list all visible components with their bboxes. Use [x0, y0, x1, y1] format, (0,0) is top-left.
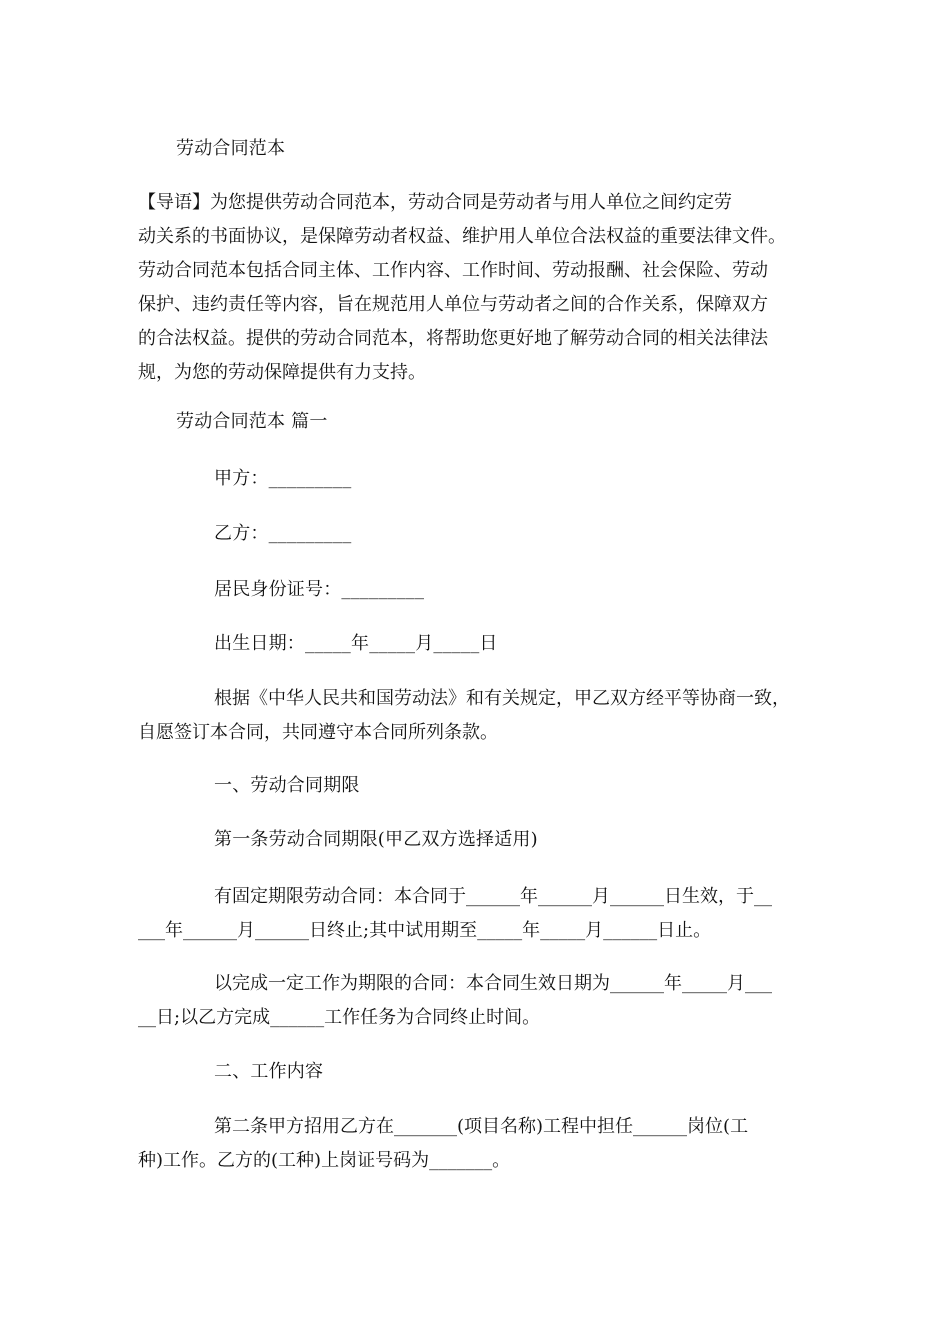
task-term-line: __日;以乙方完成______工作任务为合同终止时间。 — [138, 1007, 541, 1028]
section-title: 劳动合同范本 篇一 — [176, 411, 328, 432]
basis-paragraph — [138, 682, 790, 750]
intro-line: 动关系的书面协议，是保障劳动者权益、维护用人单位合法权益的重要法律文件。 — [138, 226, 786, 247]
heading-job-content: 二、工作内容 — [214, 1061, 324, 1082]
article-1: 第一条劳动合同期限(甲乙双方选择适用) — [214, 829, 538, 850]
fixed-term-line: ___年______月______日终止;其中试用期至_____年_____月______日止。 — [138, 920, 712, 941]
intro-line: 保护、违约责任等内容，旨在规范用人单位与劳动者之间的合作关系，保障双方 — [138, 294, 768, 315]
intro-line: 【导语】为您提供劳动合同范本，劳动合同是劳动者与用人单位之间约定劳 — [138, 192, 732, 213]
heading-contract-term: 一、劳动合同期限 — [214, 775, 360, 796]
basis-line: 根据《中华人民共和国劳动法》和有关规定，甲乙双方经平等协商一致， — [214, 688, 790, 709]
task-term-line: 以完成一定工作为期限的合同：本合同生效日期为______年_____月___ — [214, 973, 772, 994]
article-2-line: 种)工作。乙方的(工种)上岗证号码为_______。 — [138, 1150, 511, 1171]
intro-line: 劳动合同范本包括合同主体、工作内容、工作时间、劳动报酬、社会保险、劳动 — [138, 260, 768, 281]
birth-date-field: 出生日期：_____年_____月_____日 — [214, 633, 498, 654]
basis-line: 自愿签订本合同，共同遵守本合同所列条款。 — [138, 722, 498, 743]
task-term-paragraph — [138, 967, 772, 1035]
intro-paragraph — [138, 186, 786, 390]
intro-line: 规，为您的劳动保障提供有力支持。 — [138, 362, 426, 383]
party-b-field: 乙方：_________ — [214, 523, 352, 544]
article-2-paragraph — [138, 1110, 748, 1178]
document-title: 劳动合同范本 — [176, 138, 286, 159]
intro-line: 的合法权益。提供的劳动合同范本，将帮助您更好地了解劳动合同的相关法律法 — [138, 328, 768, 349]
fixed-term-line: 有固定期限劳动合同：本合同于______年______月______日生效，于__ — [214, 886, 772, 907]
id-number-field: 居民身份证号：_________ — [214, 579, 425, 600]
party-a-field: 甲方：_________ — [214, 468, 352, 489]
article-2-line: 第二条甲方招用乙方在_______(项目名称)工程中担任______岗位(工 — [214, 1116, 749, 1137]
fixed-term-paragraph — [138, 880, 772, 948]
